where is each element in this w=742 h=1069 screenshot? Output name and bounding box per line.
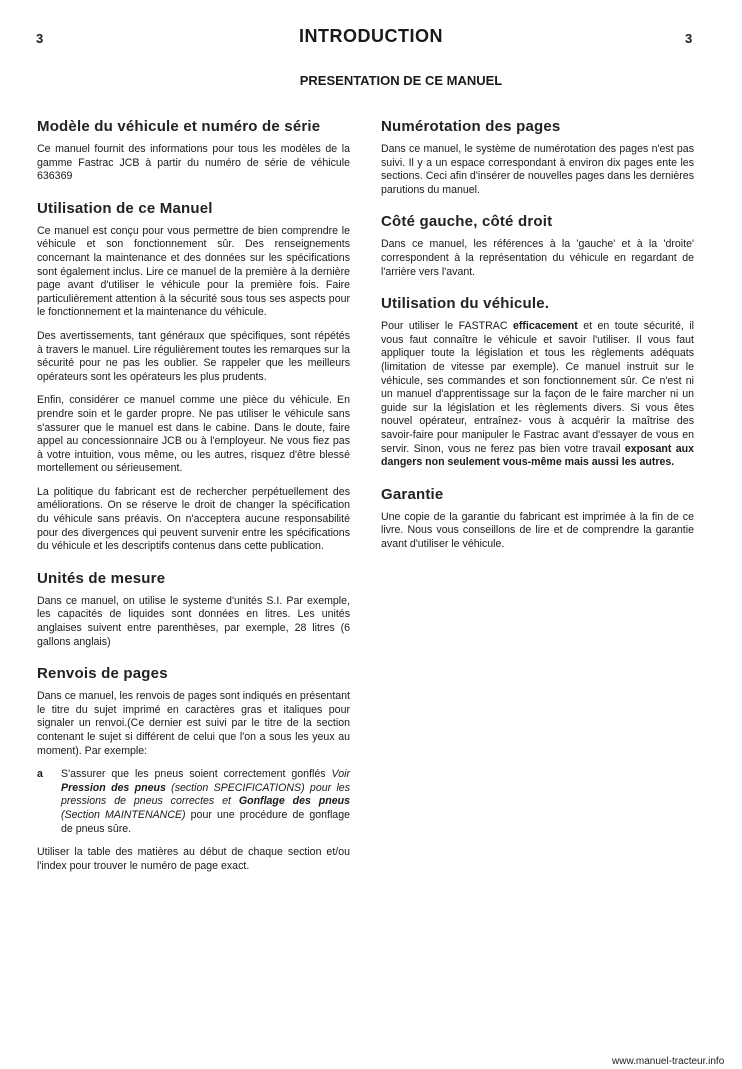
heading-manual-usage: Utilisation de ce Manuel <box>37 199 213 217</box>
section-manual-usage <box>37 200 350 554</box>
paragraph: Ce manuel fournit des informations pour tous les modèles de la gamme Fastrac JCB à partir du numéro de série de véhicule 636369 <box>37 143 350 183</box>
bold-text: efficacement <box>512 320 578 333</box>
heading-page-references: Renvois de pages <box>37 665 168 683</box>
section-warranty <box>381 486 694 552</box>
section-page-numbering <box>381 118 694 197</box>
paragraph: Dans ce manuel, on utilise le systeme d'unités S.I. Par exemple, les capacités de liquides sont données en litres. Les unités anglaises suivent entre parenthèses, par exemple, 28 litres (6 gallons anglais) <box>37 594 350 648</box>
heading-vehicle-model: Modèle du véhicule et numéro de série <box>37 118 321 135</box>
paragraph: Ce manuel est conçu pour vous permettre de bien comprendre le véhicule et son fonctionnement sûr. Des renseignements concernant la maintenance et des données sur les spécifications sont également inclus. Lire ce manuel de la première à la dernière page avant d'utiliser le véhicule pour la première fois. Faire particulièrement attention à la sécurité sous tous ses aspects pour le fonctionnement et la maintenance du véhicule. <box>37 224 350 319</box>
footer-url: www.manuel-tracteur.info <box>612 1056 725 1067</box>
heading-left-right: Côté gauche, côté droit <box>381 213 553 231</box>
section-vehicle-usage <box>381 295 694 470</box>
paragraph <box>381 320 694 470</box>
example-text-part: pour une procédure de gonflage de pneus sûre. <box>61 808 350 835</box>
paragraph: Dans ce manuel, les références à la 'gauche' et à la 'droite' correspondent à la représentation du véhicule en regardant de l'arrière vers l'avant. <box>381 238 694 278</box>
text-part: et en toute sécurité, il vous faut connaître le véhicule et savoir l'utiliser. Il vous faut appliquer toute la législation et tous les règlements adéquats (limitation de vitesse par exemple). Ce manuel instruit sur le véhicule, ses commandes et son fonctionnement sûr. Ce n'est ni un manuel d'apprentissage sur la façon de le faire marcher ni un guide sur la législation et les règlements divers. Si vous êtes nouvel opérateur, entraînez- vous à acquérir la maîtrise des savoir-faire pour manipuler le Fastrac avant d'essayer de vous en servir. Sinon, vous ne ferez pas bien votre travail <box>381 320 694 455</box>
paragraph: Des avertissements, tant généraux que spécifiques, sont répétés à travers le manuel. Lire régulièrement toutes les remarques sur la sécurité pour ne pas les oublier. Se rappeler que les meilleurs opérateurs sont les opérateurs les plus prudents. <box>37 329 350 383</box>
page-number-left: 3 <box>36 31 44 46</box>
paragraph: Dans ce manuel, les renvois de pages sont indiqués en présentant le titre du sujet imprimé en caractères gras et italiques pour signaler un renvoi.(Ce dernier est suivi par le titre de la section contenant le sujet si différent de celui que l'on a sous les yeux au moment). Par exemple: <box>37 690 350 757</box>
paragraph: Une copie de la garantie du fabricant est imprimée à la fin de ce livre. Nous vous conseillons de lire et de comprendre la garantie avant d'utiliser le véhicule. <box>381 510 694 550</box>
example-letter: a <box>37 768 43 781</box>
heading-units: Unités de mesure <box>37 569 166 587</box>
heading-page-numbering: Numérotation des pages <box>381 118 561 135</box>
paragraph: Enfin, considérer ce manuel comme une pièce du véhicule. En prendre soin et le garder propre. Ne pas utiliser le véhicule sans s'assurer que le manuel est dans le cabine. Dans le doute, faire appel au concessionnaire JCB ou à l'employeur. Ne vous fiez pas à votre intuition, vous même, ou les autres, risquez d'être blessé mortellement ou sérieusement. <box>37 394 350 475</box>
right-column <box>381 118 694 567</box>
example-text <box>61 768 350 836</box>
bold-warning-text: exposant aux dangers non seulement vous-même mais aussi les autres. <box>381 442 694 469</box>
example-item <box>37 768 350 836</box>
example-bold-reference: Pression des pneus <box>61 781 166 794</box>
paragraph: La politique du fabricant est de rechercher perpétuellement des améliorations. On se réserve le droit de changer la spécification du véhicule sans préavis. On n'acceptera aucune responsabilité pour des divergences qui peuvent survenir entre les spécifications du véhicule et les descriptifs contenus dans cette publication. <box>37 485 350 553</box>
example-text-part: (section SPECIFICATIONS) pour les pressions de pneus correctes et <box>61 781 350 808</box>
example-text-part: Voir <box>331 768 350 781</box>
section-page-references <box>37 665 350 873</box>
example-text-part: (Section MAINTENANCE) <box>61 808 186 821</box>
chapter-title: INTRODUCTION <box>299 26 443 46</box>
paragraph: Dans ce manuel, le système de numérotation des pages n'est pas suivi. Il y a un espace correspondant à environ dix pages ente les sections. Ceci afin d'insérer de nouvelles pages dans les dernières parutions du manuel. <box>381 143 694 196</box>
paragraph: Utiliser la table des matières au début de chaque section et/ou l'index pour trouver le numéro de page exact. <box>37 846 350 872</box>
section-title: PRESENTATION DE CE MANUEL <box>299 73 503 88</box>
text-part: Pour utiliser le FASTRAC <box>381 320 513 333</box>
heading-warranty: Garantie <box>381 485 444 503</box>
example-bold-reference: Gonflage des pneus <box>238 795 351 808</box>
section-left-right <box>381 213 694 279</box>
left-column <box>37 118 350 889</box>
page-number-right: 3 <box>685 31 693 46</box>
heading-vehicle-usage: Utilisation du véhicule. <box>381 295 550 313</box>
section-units <box>37 570 350 649</box>
section-vehicle-model <box>37 118 350 184</box>
example-text-part: S'assurer que les pneus soient correctement gonflés <box>61 768 332 781</box>
